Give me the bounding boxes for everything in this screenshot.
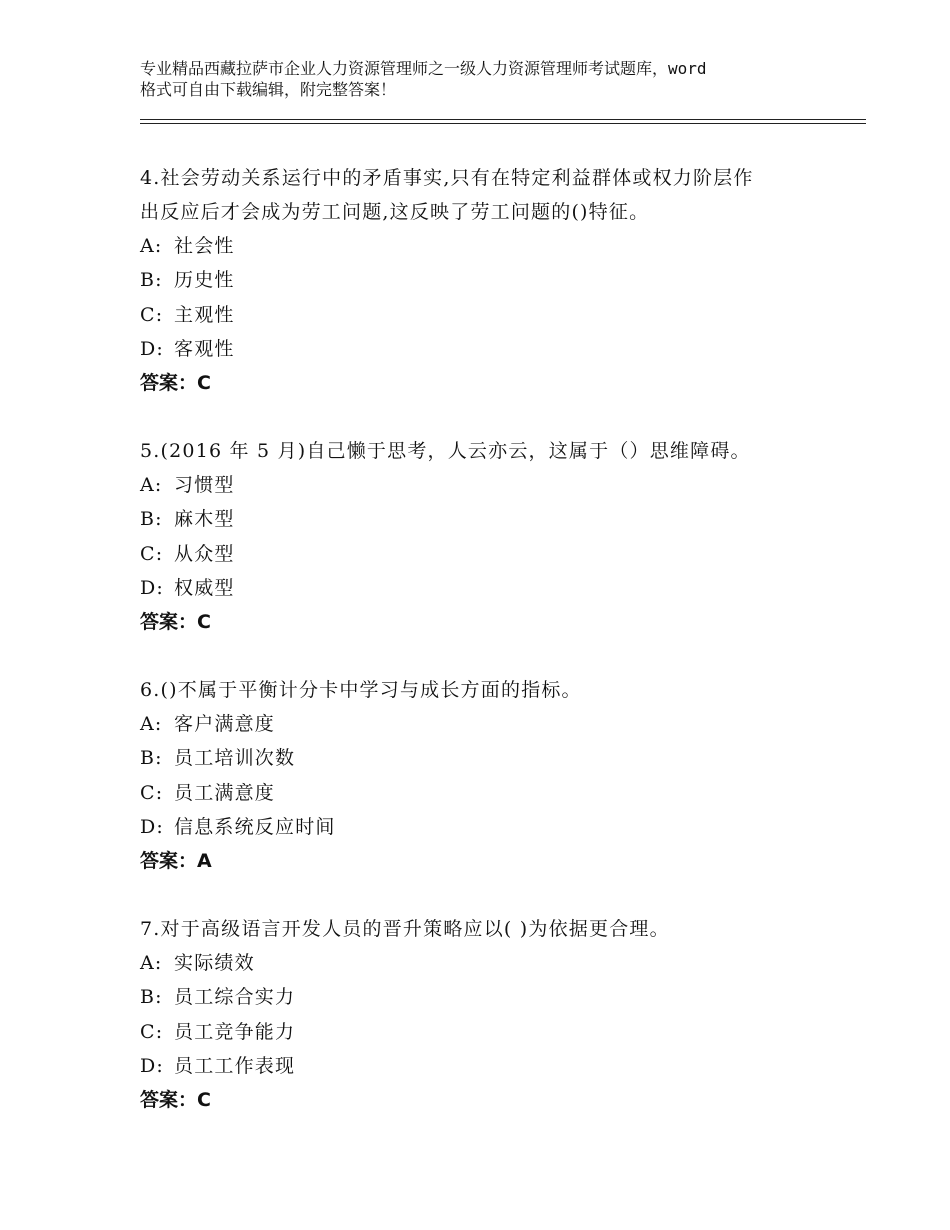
question-stem-line: 出反应后才会成为劳工问题,这反映了劳工问题的()特征。: [140, 201, 650, 223]
option-text: 实际绩效: [174, 952, 255, 974]
question-stem-line: 4.社会劳动关系运行中的矛盾事实,只有在特定利益群体或权力阶层作: [140, 167, 754, 189]
option-d: [140, 571, 820, 605]
option-d: [140, 810, 820, 844]
option-b: [140, 263, 820, 297]
answer-label: 答案：C: [140, 372, 211, 395]
header-divider-bottom: [140, 123, 866, 124]
option-text: 员工综合实力: [174, 986, 296, 1009]
option-a: [140, 229, 820, 263]
question-stem-line: 5.(2016 年 5 月)自己懒于思考，人云亦云，这属于（）思维障碍。: [140, 440, 751, 462]
option-key: A:: [140, 713, 163, 735]
option-key: B:: [140, 747, 163, 770]
option-key: D:: [140, 576, 165, 599]
question-7: [140, 912, 820, 1117]
question-4: [140, 161, 820, 400]
option-text: 员工竞争能力: [174, 1020, 296, 1043]
answer-label: 答案：C: [140, 611, 211, 634]
option-d: [140, 1049, 820, 1083]
answer-label: 答案：A: [140, 850, 212, 873]
option-key: C:: [140, 542, 164, 565]
option-key: C:: [140, 1020, 164, 1043]
option-key: D:: [140, 1054, 165, 1077]
option-text: 从众型: [174, 542, 235, 565]
header-title-line-1: 专业精品西藏拉萨市企业人力资源管理师之一级人力资源管理师考试题库，word: [140, 59, 707, 78]
option-text: 习惯型: [174, 474, 235, 496]
option-c: [140, 537, 820, 571]
option-text: 麻木型: [174, 508, 235, 531]
option-c: [140, 1015, 820, 1049]
option-key: B:: [140, 269, 163, 292]
option-text: 权威型: [174, 576, 235, 599]
document-header: [140, 58, 840, 100]
option-key: D:: [140, 337, 165, 360]
option-text: 主观性: [174, 303, 235, 326]
header-title-line-2: 格式可自由下载编辑，附完整答案！: [140, 80, 397, 99]
option-key: D:: [140, 815, 165, 838]
question-stem-line: 6.()不属于平衡计分卡中学习与成长方面的指标。: [140, 679, 582, 701]
option-a: [140, 946, 820, 980]
option-text: 员工培训次数: [174, 747, 296, 770]
option-c: [140, 776, 820, 810]
option-text: 员工工作表现: [174, 1054, 296, 1077]
option-text: 员工满意度: [174, 781, 276, 804]
answer-label: 答案：C: [140, 1089, 211, 1112]
option-d: [140, 332, 820, 366]
question-6: [140, 673, 820, 878]
option-key: B:: [140, 986, 163, 1009]
question-5: [140, 434, 820, 639]
option-b: [140, 502, 820, 536]
option-key: C:: [140, 781, 164, 804]
option-key: A:: [140, 952, 163, 974]
option-a: [140, 468, 820, 502]
option-a: [140, 707, 820, 741]
option-key: C:: [140, 303, 164, 326]
question-stem-line: 7.对于高级语言开发人员的晋升策略应以( )为依据更合理。: [140, 918, 670, 940]
option-text: 客观性: [174, 337, 235, 360]
option-text: 客户满意度: [174, 713, 276, 735]
header-divider-top: [140, 119, 866, 120]
option-key: A:: [140, 474, 163, 496]
option-text: 社会性: [174, 235, 235, 257]
option-text: 信息系统反应时间: [174, 815, 336, 838]
option-b: [140, 741, 820, 775]
option-c: [140, 298, 820, 332]
option-b: [140, 980, 820, 1014]
option-text: 历史性: [174, 269, 235, 292]
option-key: B:: [140, 508, 163, 531]
option-key: A:: [140, 235, 163, 257]
